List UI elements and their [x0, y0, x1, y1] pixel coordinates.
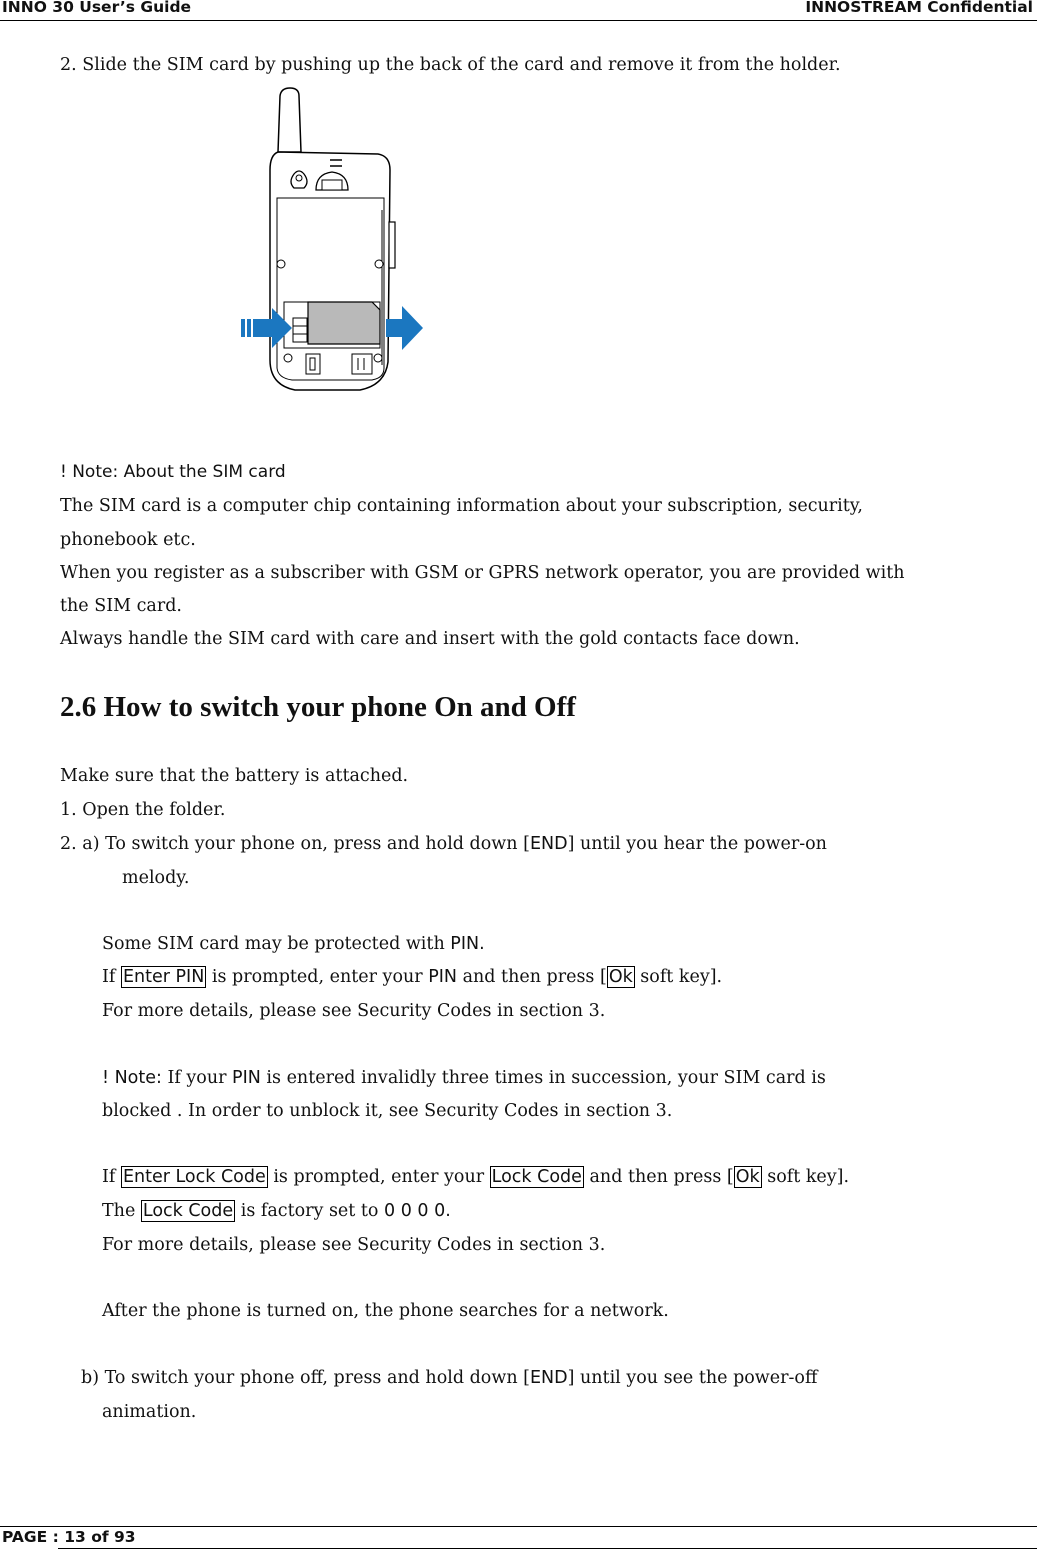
- page-number: PAGE : 13 of 93: [2, 1528, 136, 1546]
- switch-off-step: b) To switch your phone off, press and hold down [END] until you see the power-off: [81, 1368, 818, 1388]
- note-sim-line-5: Always handle the SIM card with care and insert with the gold contacts face down.: [60, 629, 800, 649]
- step-2-slide-text: 2. Slide the SIM card by pushing up the back of the card and remove it from the holder.: [60, 55, 841, 75]
- ok-soft-key-label: Ok: [608, 967, 633, 987]
- pin-blocked-note-cont: blocked . In order to unblock it, see Security Codes in section 3.: [102, 1101, 673, 1121]
- page-footer: [0, 1526, 1037, 1550]
- note-label: ! Note:: [102, 1068, 162, 1088]
- pin-blocked-note: ! Note: If your PIN is entered invalidly three times in succession, your SIM card is: [102, 1068, 826, 1088]
- network-search-text: After the phone is turned on, the phone searches for a network.: [102, 1301, 669, 1321]
- switch-off-step-cont: animation.: [102, 1402, 197, 1422]
- enter-lock-code-label: Enter Lock Code: [122, 1167, 266, 1187]
- note-sim-line-4: the SIM card.: [60, 596, 182, 616]
- note-sim-title: ! Note: About the SIM card: [60, 462, 286, 482]
- switch-on-step: 2. a) To switch your phone on, press and hold down [END] until you hear the power-on: [60, 834, 827, 854]
- switch-on-step-cont: melody.: [122, 868, 190, 888]
- lock-code-label: Lock Code: [491, 1167, 582, 1187]
- header-title: INNO 30 User’s Guide: [2, 0, 192, 16]
- end-key: END: [529, 834, 568, 854]
- lock-code-label: Lock Code: [142, 1201, 234, 1221]
- note-sim-line-3: When you register as a subscriber with GSM or GPRS network operator, you are provided with: [60, 563, 905, 583]
- lock-code-default-text: The Lock Code is factory set to 0 0 0 0.: [102, 1201, 451, 1221]
- default-lock-code: 0 0 0 0.: [384, 1201, 451, 1221]
- phone-sim-illustration: [236, 84, 426, 396]
- note-sim-line-2: phonebook etc.: [60, 530, 196, 550]
- slide-out-arrow-icon: [386, 306, 423, 350]
- pin-key: PIN: [232, 1068, 261, 1088]
- battery-text: Make sure that the battery is attached.: [60, 766, 409, 786]
- note-sim-line-1: The SIM card is a computer chip containing information about your subscription, security,: [60, 496, 863, 516]
- end-key: END: [529, 1368, 568, 1388]
- pin-details-text: For more details, please see Security Codes in section 3.: [102, 1001, 606, 1021]
- enter-pin-text: If Enter PIN is prompted, enter your PIN and then press [ Ok soft key].: [102, 967, 723, 987]
- enter-lock-code-text: If Enter Lock Code is prompted, enter your Lock Code and then press [ Ok soft key].: [102, 1167, 850, 1187]
- page-header: [0, 0, 1037, 21]
- enter-pin-label: Enter PIN: [122, 967, 205, 987]
- open-folder-step: 1. Open the folder.: [60, 800, 226, 820]
- lock-details-text: For more details, please see Security Codes in section 3.: [102, 1235, 606, 1255]
- pin-key: PIN: [428, 967, 457, 987]
- section-title: 2.6 How to switch your phone On and Off: [60, 691, 576, 723]
- pin-protect-text: Some SIM card may be protected with PIN.: [102, 934, 485, 954]
- pin-key: PIN.: [450, 934, 485, 954]
- ok-soft-key-label: Ok: [735, 1167, 760, 1187]
- header-confidential: INNOSTREAM Confidential: [805, 0, 1033, 16]
